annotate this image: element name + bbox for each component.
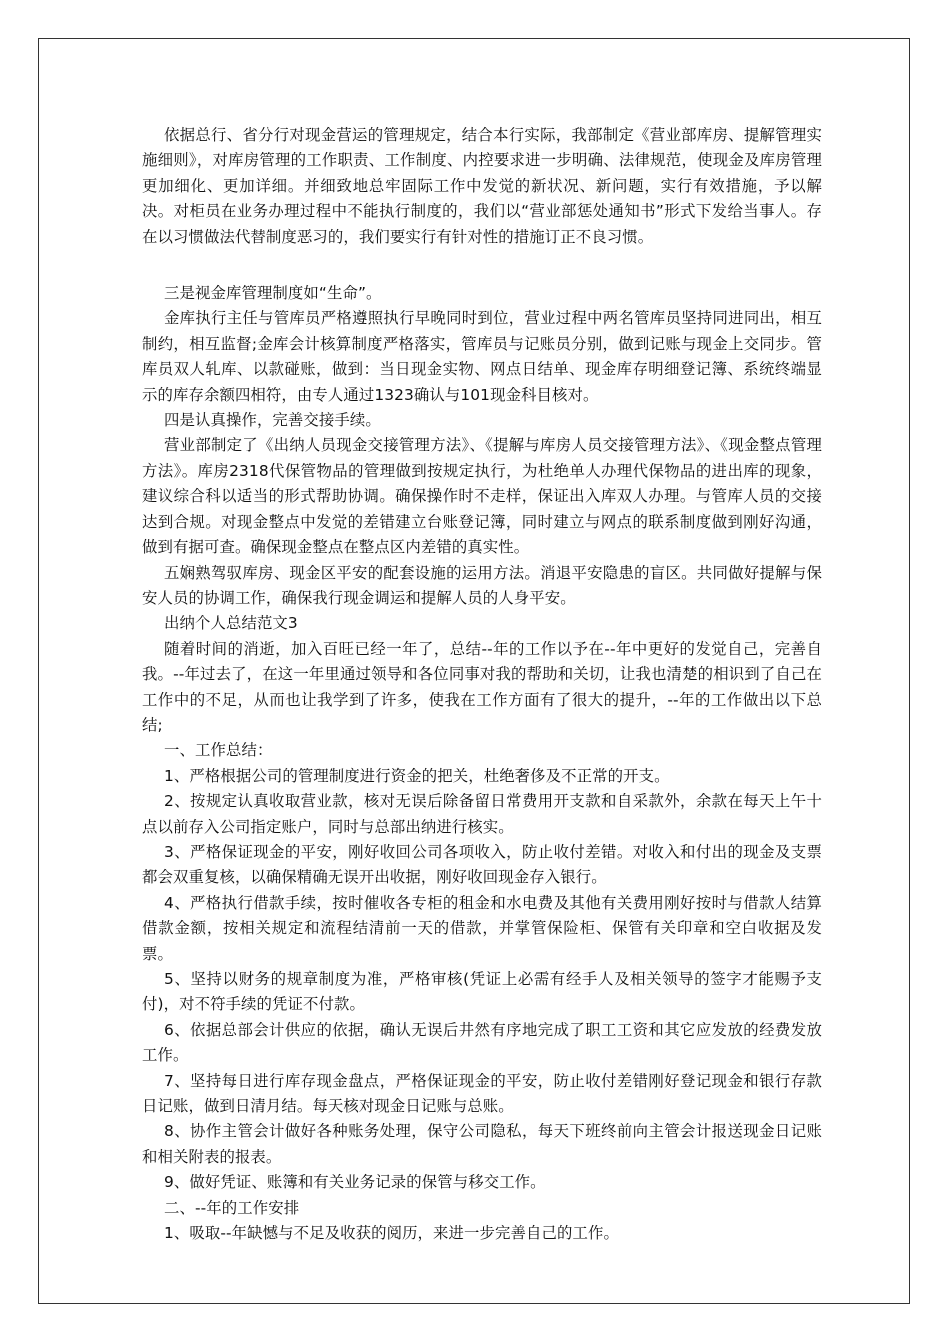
list-item: 9、做好凭证、账簿和有关业务记录的保管与移交工作。: [164, 1173, 546, 1192]
section-heading: 四是认真操作，完善交接手续。: [164, 411, 381, 430]
list-item: 7、坚持每日进行库存现金盘点，严格保证现金的平安，防止收付差错刚好登记现金和银行存款日记账，做到日清月结。每天核对现金日记账与总账。: [142, 1071, 822, 1116]
section-heading: 二、--年的工作安排: [164, 1198, 300, 1217]
paragraph: 依据总行、省分行对现金营运的管理规定，结合本行实际，我部制定《营业部库房、提解管理实施细则》，对库房管理的工作职责、工作制度、内控要求进一步明确、法律规范，使现金及库房管理更加细化、更加详细。并细致地总牢固际工作中发觉的新状况、新问题，实行有效措施，予以解决。对柜员在业务办理过程中不能执行制度的，我们以“营业部惩处通知书”形式下发给当事人。存在以习惯做法代替制度恶习的，我们要实行有针对性的措施订正不良习惯。: [142, 126, 822, 246]
paragraph-spacer: [142, 250, 822, 281]
paragraph: 随着时间的消逝，加入百旺已经一年了，总结--年的工作以予在--年中更好的发觉自己，完善自我。--年过去了，在这一年里通过领导和各位同事对我的帮助和关切，让我也清楚的相识到了自己在工作中的不足，从而也让我学到了许多，使我在工作方面有了很大的提升，--年的工作做出以下总结;: [142, 639, 822, 734]
section-heading: 三是视金库管理制度如“生命”。: [164, 284, 382, 303]
paragraph: 营业部制定了《出纳人员现金交接管理方法》、《提解与库房人员交接管理方法》、《现金整点管理方法》。库房2318代保管物品的管理做到按规定执行，为杜绝单人办理代保物品的进出库的现象，建议综合科以适当的形式帮助协调。确保操作时不走样，保证出入库双人办理。与管库人员的交接达到合规。对现金整点中发觉的差错建立台账登记簿，同时建立与网点的联系制度做到刚好沟通，做到有据可查。确保现金整点在整点区内差错的真实性。: [142, 436, 822, 557]
list-item: 1、吸取--年缺憾与不足及收获的阅历，来进一步完善自己的工作。: [164, 1224, 619, 1243]
list-item: 3、严格保证现金的平安，刚好收回公司各项收入，防止收付差错。对收入和付出的现金及支票都会双重复核，以确保精确无误开出收据，刚好收回现金存入银行。: [142, 842, 822, 887]
list-item: 5、坚持以财务的规章制度为准，严格审核(凭证上必需有经手人及相关领导的签字才能赐予支付)，对不符手续的凭证不付款。: [142, 970, 822, 1014]
list-item: 1、严格根据公司的管理制度进行资金的把关，杜绝奢侈及不正常的开支。: [164, 766, 670, 785]
section-heading: 一、工作总结：: [164, 741, 273, 760]
list-item: 4、严格执行借款手续，按时催收各专柜的租金和水电费及其他有关费用刚好按时与借款人结算借款金额，按相关规定和流程结清前一天的借款，并掌管保险柜、保管有关印章和空白收据及发票。: [142, 893, 822, 963]
document-title: 出纳个人总结范文3: [164, 614, 298, 633]
document-body: [142, 123, 822, 1246]
paragraph: 五娴熟驾驭库房、现金区平安的配套设施的运用方法。消退平安隐患的盲区。共同做好提解与保安人员的协调工作，确保我行现金调运和提解人员的人身平安。: [142, 563, 822, 607]
list-item: 8、协作主管会计做好各种账务处理，保守公司隐私，每天下班终前向主管会计报送现金日记账和相关附表的报表。: [142, 1122, 822, 1166]
paragraph: 金库执行主任与管库员严格遵照执行早晚同时到位，营业过程中两名管库员坚持同进同出，相互制约，相互监督;金库会计核算制度严格落实，管库员与记账员分别，做到记账与现金上交同步。管库员双人轧库、以款碰账，做到：当日现金实物、网点日结单、现金库存明细登记簿、系统终端显示的库存余额四相符，由专人通过1323确认与101现金科目核对。: [142, 309, 822, 404]
list-item: 2、按规定认真收取营业款，核对无误后除备留日常费用开支款和自采款外，余款在每天上午十点以前存入公司指定账户，同时与总部出纳进行核实。: [142, 792, 822, 836]
list-item: 6、依据总部会计供应的依据，确认无误后井然有序地完成了职工工资和其它应发放的经费发放工作。: [142, 1020, 822, 1065]
